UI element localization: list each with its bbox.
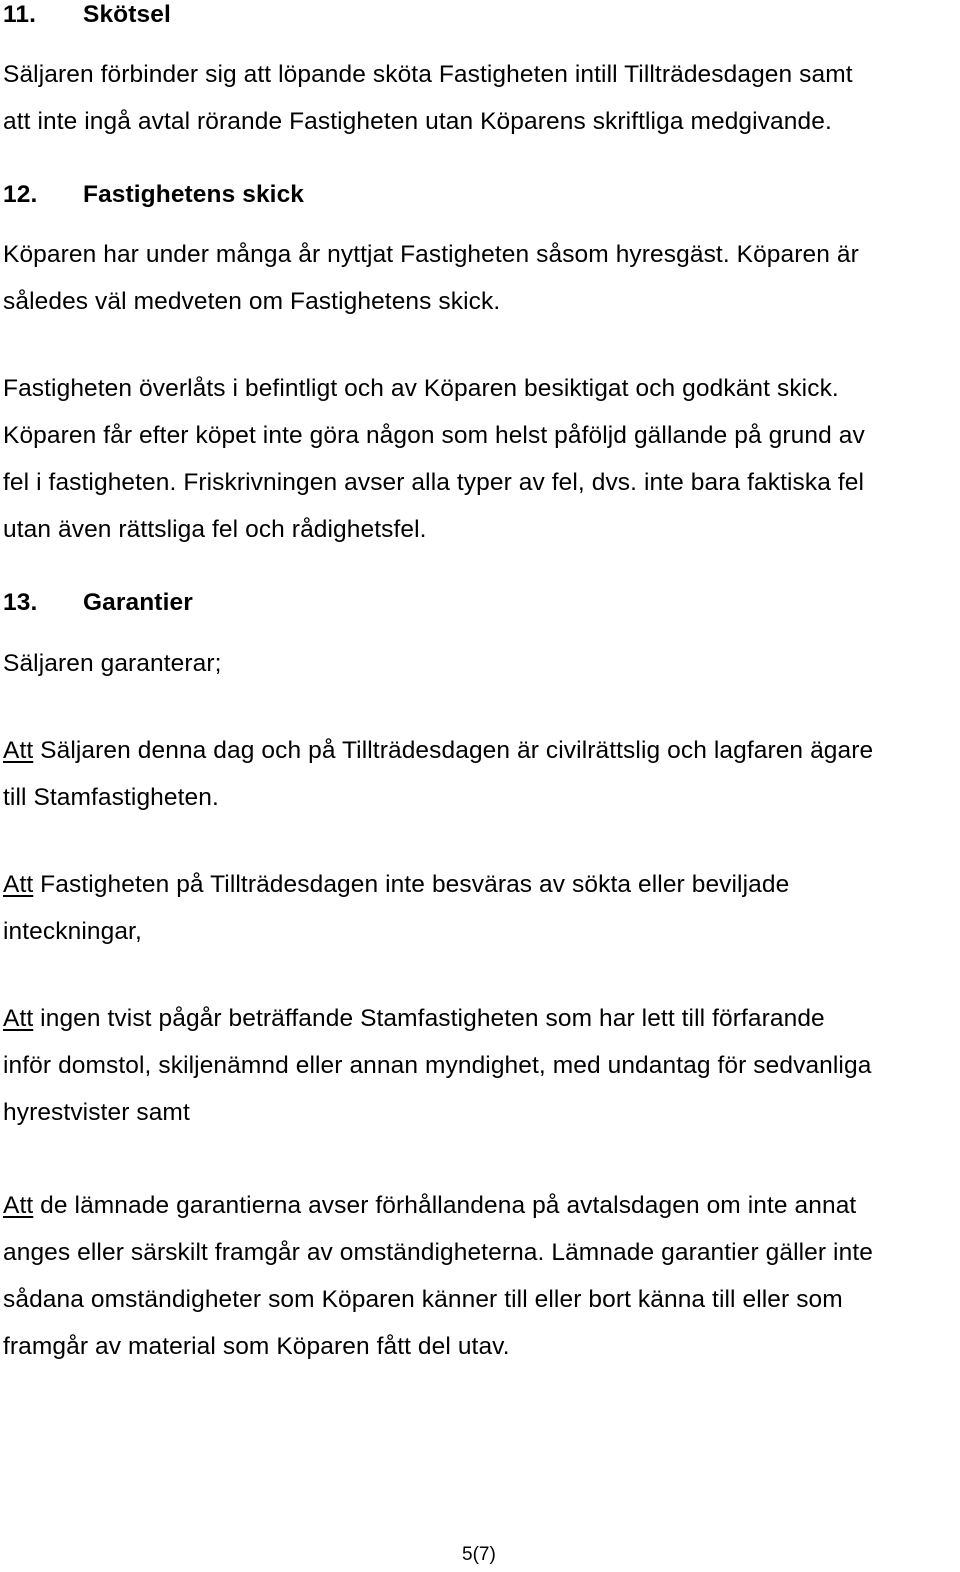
section-11-heading [3,0,171,30]
section-12-title: Fastighetens skick [83,181,305,208]
guarantee-2-line-2: inteckningar, [3,918,142,945]
section-12-p1-line-1: Köparen har under många år nyttjat Fastigheten såsom hyresgäst. Köparen är [3,241,859,268]
section-11-title: Skötsel [83,1,171,28]
section-12-p2-line-1: Fastigheten överlåts i befintligt och av Köparen besiktigat och godkänt skick. [3,375,839,402]
section-12-p2-line-3: fel i fastigheten. Friskrivningen avser alla typer av fel, dvs. inte bara faktiska fel [3,469,865,496]
att-label: Att [3,1005,34,1032]
guarantee-3-line-3: hyrestvister samt [3,1099,190,1126]
guarantee-4-line-2: anges eller särskilt framgår av omständigheterna. Lämnade garantier gäller inte [3,1239,873,1266]
guarantee-4-line-4: framgår av material som Köparen fått del utav. [3,1333,510,1360]
guarantee-3-line-2: inför domstol, skiljenämnd eller annan myndighet, med undantag för sedvanliga [3,1052,872,1079]
section-12-heading [3,180,304,210]
section-12-p2-line-4: utan även rättsliga fel och rådighetsfel. [3,516,427,543]
guarantee-2-text: Fastigheten på Tillträdesdagen inte besväras av sökta eller beviljade [33,871,790,898]
guarantee-3-text: ingen tvist pågår beträffande Stamfastigheten som har lett till förfarande [33,1005,825,1032]
section-13-intro: Säljaren garanterar; [3,650,222,677]
guarantee-4-line-3: sådana omständigheter som Köparen känner till eller bort känna till eller som [3,1286,843,1313]
guarantee-1-text: Säljaren denna dag och på Tillträdesdagen är civilrättslig och lagfaren ägare [33,737,874,764]
att-label: Att [3,871,34,898]
page-number: 5(7) [462,1544,496,1565]
guarantee-4-line-1 [3,1191,856,1221]
att-label: Att [3,1192,34,1219]
section-12-number: 12. [3,181,38,208]
section-13-title: Garantier [83,589,193,616]
section-11-line-2: att inte ingå avtal rörande Fastigheten utan Köparens skriftliga medgivande. [3,108,832,135]
guarantee-4-text: de lämnade garantierna avser förhållandena på avtalsdagen om inte annat [33,1192,857,1219]
guarantee-2-line-1 [3,870,789,900]
section-12-p2-line-2: Köparen får efter köpet inte göra någon som helst påföljd gällande på grund av [3,422,865,449]
section-13-number: 13. [3,589,38,616]
guarantee-1-line-1 [3,736,873,766]
section-13-heading [3,588,193,618]
section-11-line-1: Säljaren förbinder sig att löpande sköta Fastigheten intill Tillträdesdagen samt [3,61,853,88]
att-label: Att [3,737,34,764]
guarantee-3-line-1 [3,1004,825,1034]
guarantee-1-line-2: till Stamfastigheten. [3,784,219,811]
section-12-p1-line-2: således väl medveten om Fastighetens skick. [3,288,501,315]
section-11-number: 11. [3,1,37,28]
